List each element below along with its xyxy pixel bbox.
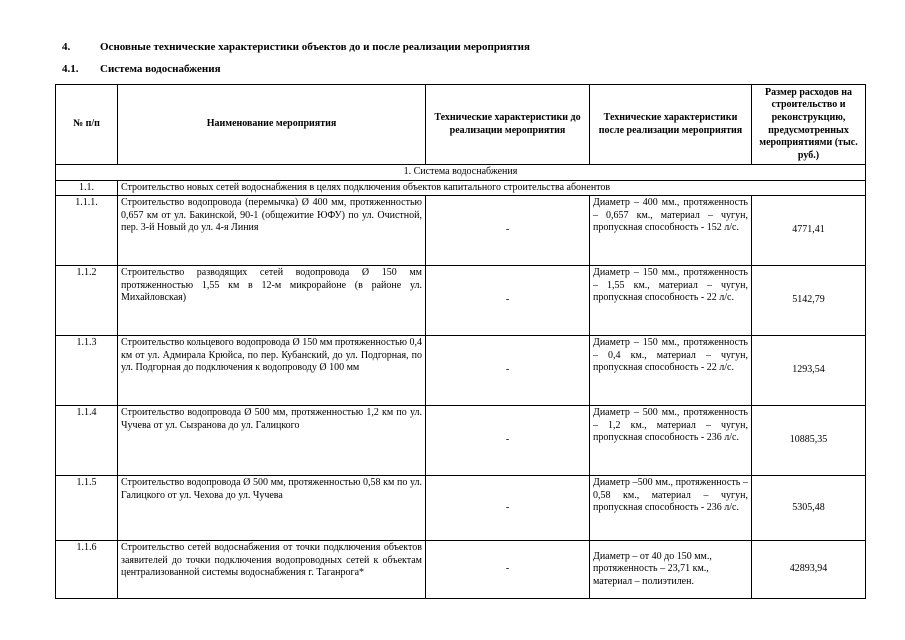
- row-after: Диаметр – 150 мм., протяженность – 0,4 км., материал – чугун, пропускная способность - 22 л/с.: [590, 336, 752, 406]
- group-title: 1. Система водоснабжения: [56, 165, 866, 181]
- row-before: -: [426, 266, 590, 336]
- row-cost: 42893,94: [752, 541, 866, 599]
- table-row: [56, 266, 866, 336]
- row-num: 1.1.5: [56, 476, 118, 541]
- header-before: Технические характеристики до реализации мероприятия: [426, 85, 590, 165]
- row-name: Строительство водопровода Ø 500 мм, протяженностью 0,58 км по ул. Галицкого от ул. Чехова до ул. Чучева: [118, 476, 426, 541]
- row-num: 1.1.1.: [56, 196, 118, 266]
- row-num: 1.1.6: [56, 541, 118, 599]
- header-name: Наименование мероприятия: [118, 85, 426, 165]
- row-num: 1.1.3: [56, 336, 118, 406]
- subsection-title: Система водоснабжения: [100, 63, 221, 75]
- row-after: Диаметр –500 мм., протяженность – 0,58 км., материал – чугун, пропускная способность - 236 л/с.: [590, 476, 752, 541]
- section-number: 4.: [62, 41, 71, 53]
- subsection-number: 4.1.: [62, 63, 79, 75]
- group-row: [56, 165, 866, 181]
- table-header-row: [56, 85, 866, 165]
- table-row: [56, 196, 866, 266]
- row-num: 1.1.2: [56, 266, 118, 336]
- row-after: Диаметр – 400 мм., протяженность – 0,657 км., материал – чугун, пропускная способность - 152 л/с.: [590, 196, 752, 266]
- subgroup-num: 1.1.: [56, 180, 118, 196]
- row-cost: 4771,41: [752, 196, 866, 266]
- header-after: Технические характеристики после реализации мероприятия: [590, 85, 752, 165]
- table-row: [56, 541, 866, 599]
- table-row: [56, 406, 866, 476]
- row-cost: 1293,54: [752, 336, 866, 406]
- row-cost: 5305,48: [752, 476, 866, 541]
- row-before: -: [426, 476, 590, 541]
- row-before: -: [426, 406, 590, 476]
- subsection-heading: [62, 63, 221, 75]
- row-name: Строительство кольцевого водопровода Ø 150 мм протяженностью 0,4 км от ул. Адмирала Крюйса, по пер. Кубанский, до ул. Подгорная, по ул. Подгорная до подключения к водопроводу Ø 100 мм: [118, 336, 426, 406]
- row-before: -: [426, 196, 590, 266]
- row-before: -: [426, 541, 590, 599]
- measures-table: [55, 84, 866, 599]
- header-num: № п/п: [56, 85, 118, 165]
- table-row: [56, 336, 866, 406]
- row-after: Диаметр – 150 мм., протяженность – 1,55 км., материал – чугун, пропускная способность - 22 л/с.: [590, 266, 752, 336]
- row-name: Строительство разводящих сетей водопровода Ø 150 мм протяженностью 1,55 км в 12-м микрорайоне (в районе ул. Михайловская): [118, 266, 426, 336]
- section-title: Основные технические характеристики объектов до и после реализации мероприятия: [100, 41, 530, 53]
- row-name: Строительство водопровода (перемычка) Ø 400 мм, протяженностью 0,657 км от ул. Бакинской, 90-1 (общежитие ЮФУ) по ул. Очистной, пер. 3-й Новый до ул. 4-я Линия: [118, 196, 426, 266]
- row-name: Строительство сетей водоснабжения от точки подключения объектов заявителей до точки подключения водопроводных сетей к объектам централизованной системы водоснабжения г. Таганрога*: [118, 541, 426, 599]
- table-row: [56, 476, 866, 541]
- row-after: Диаметр – 500 мм., протяженность – 1,2 км., материал – чугун, пропускная способность - 236 л/с.: [590, 406, 752, 476]
- section-heading: [62, 41, 530, 53]
- row-cost: 5142,79: [752, 266, 866, 336]
- subgroup-name: Строительство новых сетей водоснабжения в целях подключения объектов капитального строительства абонентов: [118, 180, 866, 196]
- row-cost: 10885,35: [752, 406, 866, 476]
- row-after: Диаметр – от 40 до 150 мм., протяженность – 23,71 км., материал – полиэтилен.: [590, 541, 752, 599]
- row-before: -: [426, 336, 590, 406]
- row-name: Строительство водопровода Ø 500 мм, протяженностью 1,2 км по ул. Чучева от ул. Сызранова до ул. Галицкого: [118, 406, 426, 476]
- header-cost: Размер расходов на строительство и реконструкцию, предусмотренных мероприятиями (тыс. руб.): [752, 85, 866, 165]
- row-num: 1.1.4: [56, 406, 118, 476]
- subgroup-row: [56, 180, 866, 196]
